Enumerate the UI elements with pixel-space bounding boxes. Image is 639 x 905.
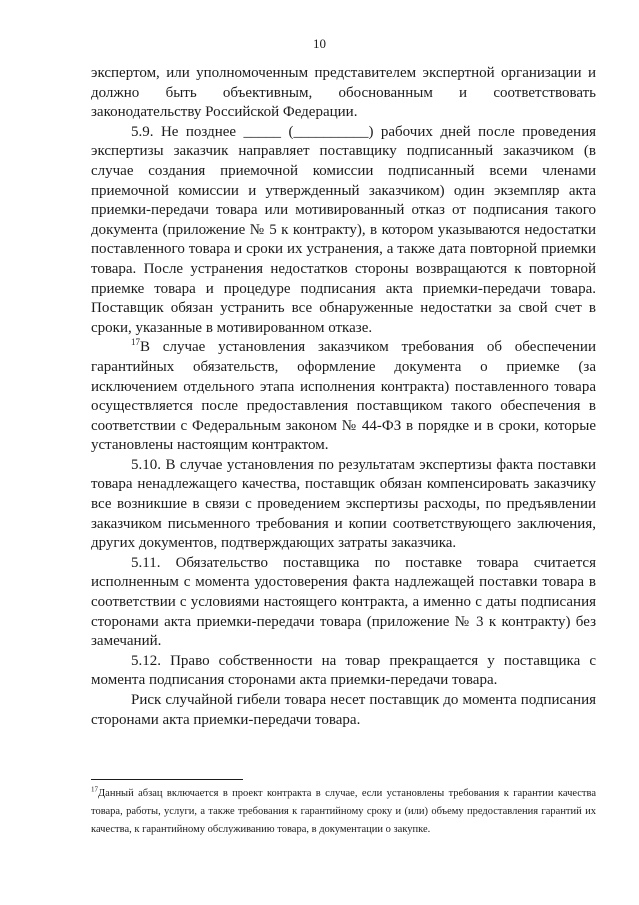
- clause-5-9: 5.9. Не позднее _____ (__________) рабочих дней после проведения экспертизы заказчик направляет поставщику подписанный заказчиком (в случае создания приемочной комиссии подписанный всеми членами приемочной комиссии и утвержденный заказчиком) один экземпляр акта приемки-передачи товара или мотивированный отказ от подписания такого документа (приложение № 5 к контракту), в котором указываются недостатки поставленного товара и сроки их устранения, а также дата повторной приемки товара. После устранения недостатков стороны возвращаются к повторной приемке товара и процедуре подписания акта приемки-передачи товара. Поставщик обязан устранить все обнаруженные недостатки за свой счет в сроки, указанные в мотивированном отказе.: [91, 123, 596, 336]
- footnote-divider: [91, 779, 243, 780]
- footnote-text: Данный абзац включается в проект контракта в случае, если установлены требования к гарантии качества товара, работы, услуги, а также требования к гарантийному сроку и (или) объему предоставления гарантий их качества, к гарантийному обслуживанию товара, в документации о закупке.: [91, 788, 596, 835]
- page-number: 10: [313, 36, 326, 51]
- document-body: [91, 64, 596, 730]
- footnote-reference: 17: [131, 337, 140, 348]
- clause-5-10: 5.10. В случае установления по результатам экспертизы факта поставки товара ненадлежащего качества, поставщик обязан компенсировать заказчику все возникшие в связи с проведением экспертизы расходы, по предъявлении заказчиком письменного требования и копии соответствующего заключения, других документов, подтверждающих затраты заказчика.: [91, 456, 596, 552]
- paragraph-guarantee-obligations: [91, 338, 596, 456]
- clause-5-11: 5.11. Обязательство поставщика по поставке товара считается исполненным с момента удостоверения факта надлежащей поставки товара в соответствии с условиями настоящего контракта, а именно с даты подписания сторонами акта приемки-передачи товара (приложение № 3 к контракту) без замечаний.: [91, 554, 596, 650]
- footnote-marker: 17: [91, 785, 98, 794]
- clause-5-12: 5.12. Право собственности на товар прекращается у поставщика с момента подписания сторонами акта приемки-передачи товара.: [91, 652, 596, 689]
- paragraph-risk-of-loss: Риск случайной гибели товара несет поставщик до момента подписания сторонами акта приемки-передачи товара.: [91, 692, 596, 728]
- footnote: [91, 785, 596, 839]
- paragraph-continuation: экспертом, или уполномоченным представителем экспертной организации и должно быть объективным, обоснованным и соответствовать законодательству Российской Федерации.: [91, 65, 596, 121]
- paragraph-guarantee-text: В случае установления заказчиком требования об обеспечении гарантийных обязательств, оформление документа о приемке (за исключением отдельного этапа исполнения контракта) поставленного товара осуществляется после предоставления поставщиком такого обеспечения в соответствии с Федеральным законом № 44-ФЗ в порядке и в сроки, которые установлены настоящим контрактом.: [91, 339, 596, 454]
